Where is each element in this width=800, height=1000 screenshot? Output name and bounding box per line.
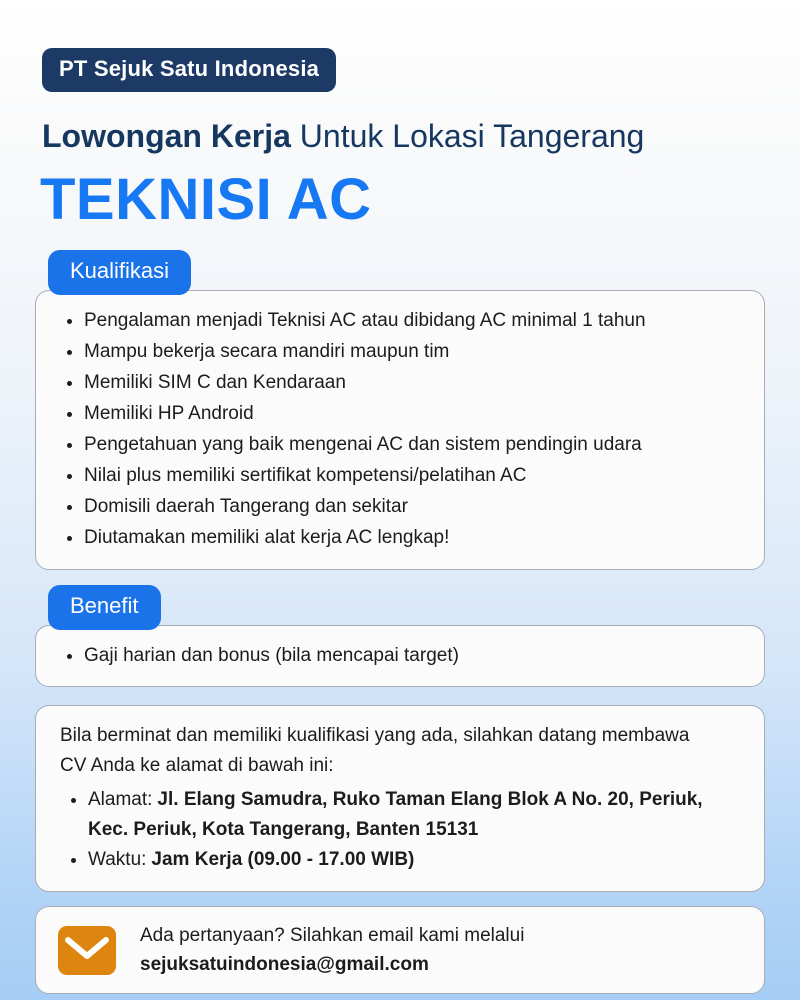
address-value: Jl. Elang Samudra, Ruko Taman Elang Blok A No. 20, Periuk, Kec. Periuk, Kota Tangerang, Banten 15131 — [88, 789, 703, 840]
contact-card — [35, 906, 765, 994]
application-intro: Bila berminat dan memiliki kualifikasi yang ada, silahkan datang membawa CV Anda ke alamat di bawah ini: — [60, 725, 690, 776]
qualification-item: • Mampu bekerja secara mandiri maupun tim — [84, 336, 744, 367]
qualification-item: • Memiliki SIM C dan Kendaraan — [84, 367, 744, 398]
company-badge: PT Sejuk Satu Indonesia — [42, 48, 336, 92]
application-list — [60, 785, 740, 875]
qualification-item: • Domisili daerah Tangerang dan sekitar — [84, 491, 744, 522]
benefits-list — [36, 626, 764, 686]
qualification-item: • Pengalaman menjadi Teknisi AC atau dibidang AC minimal 1 tahun — [84, 305, 744, 336]
qualification-item: • Nilai plus memiliki sertifikat kompetensi/pelatihan AC — [84, 460, 744, 491]
qualifications-list — [36, 291, 764, 569]
application-card — [35, 705, 765, 892]
address-label: Alamat: — [88, 789, 153, 810]
page-title-emphasis: Lowongan Kerja — [42, 118, 291, 154]
time-item — [88, 845, 740, 875]
contact-email: sejuksatuindonesia@gmail.com — [140, 954, 429, 975]
contact-question: Ada pertanyaan? Silahkan email kami melalui — [140, 925, 525, 946]
benefits-card — [35, 625, 765, 687]
qualification-item: • Pengetahuan yang baik mengenai AC dan sistem pendingin udara — [84, 429, 744, 460]
position-title: TEKNISI AC — [40, 167, 372, 232]
time-value: Jam Kerja (09.00 - 17.00 WIB) — [151, 849, 415, 870]
benefits-badge: Benefit — [48, 585, 161, 630]
contact-text — [140, 921, 524, 979]
qualifications-badge: Kualifikasi — [48, 250, 191, 295]
time-label: Waktu: — [88, 849, 147, 870]
qualification-item: • Memiliki HP Android — [84, 398, 744, 429]
address-item — [88, 785, 740, 845]
qualification-item: • Diutamakan memiliki alat kerja AC lengkap! — [84, 522, 744, 553]
envelope-icon — [58, 926, 116, 975]
benefit-item: • Gaji harian dan bonus (bila mencapai target) — [84, 642, 744, 669]
page-title-rest: Untuk Lokasi Tangerang — [290, 118, 645, 154]
qualifications-card — [35, 290, 765, 570]
page-title — [42, 118, 758, 155]
